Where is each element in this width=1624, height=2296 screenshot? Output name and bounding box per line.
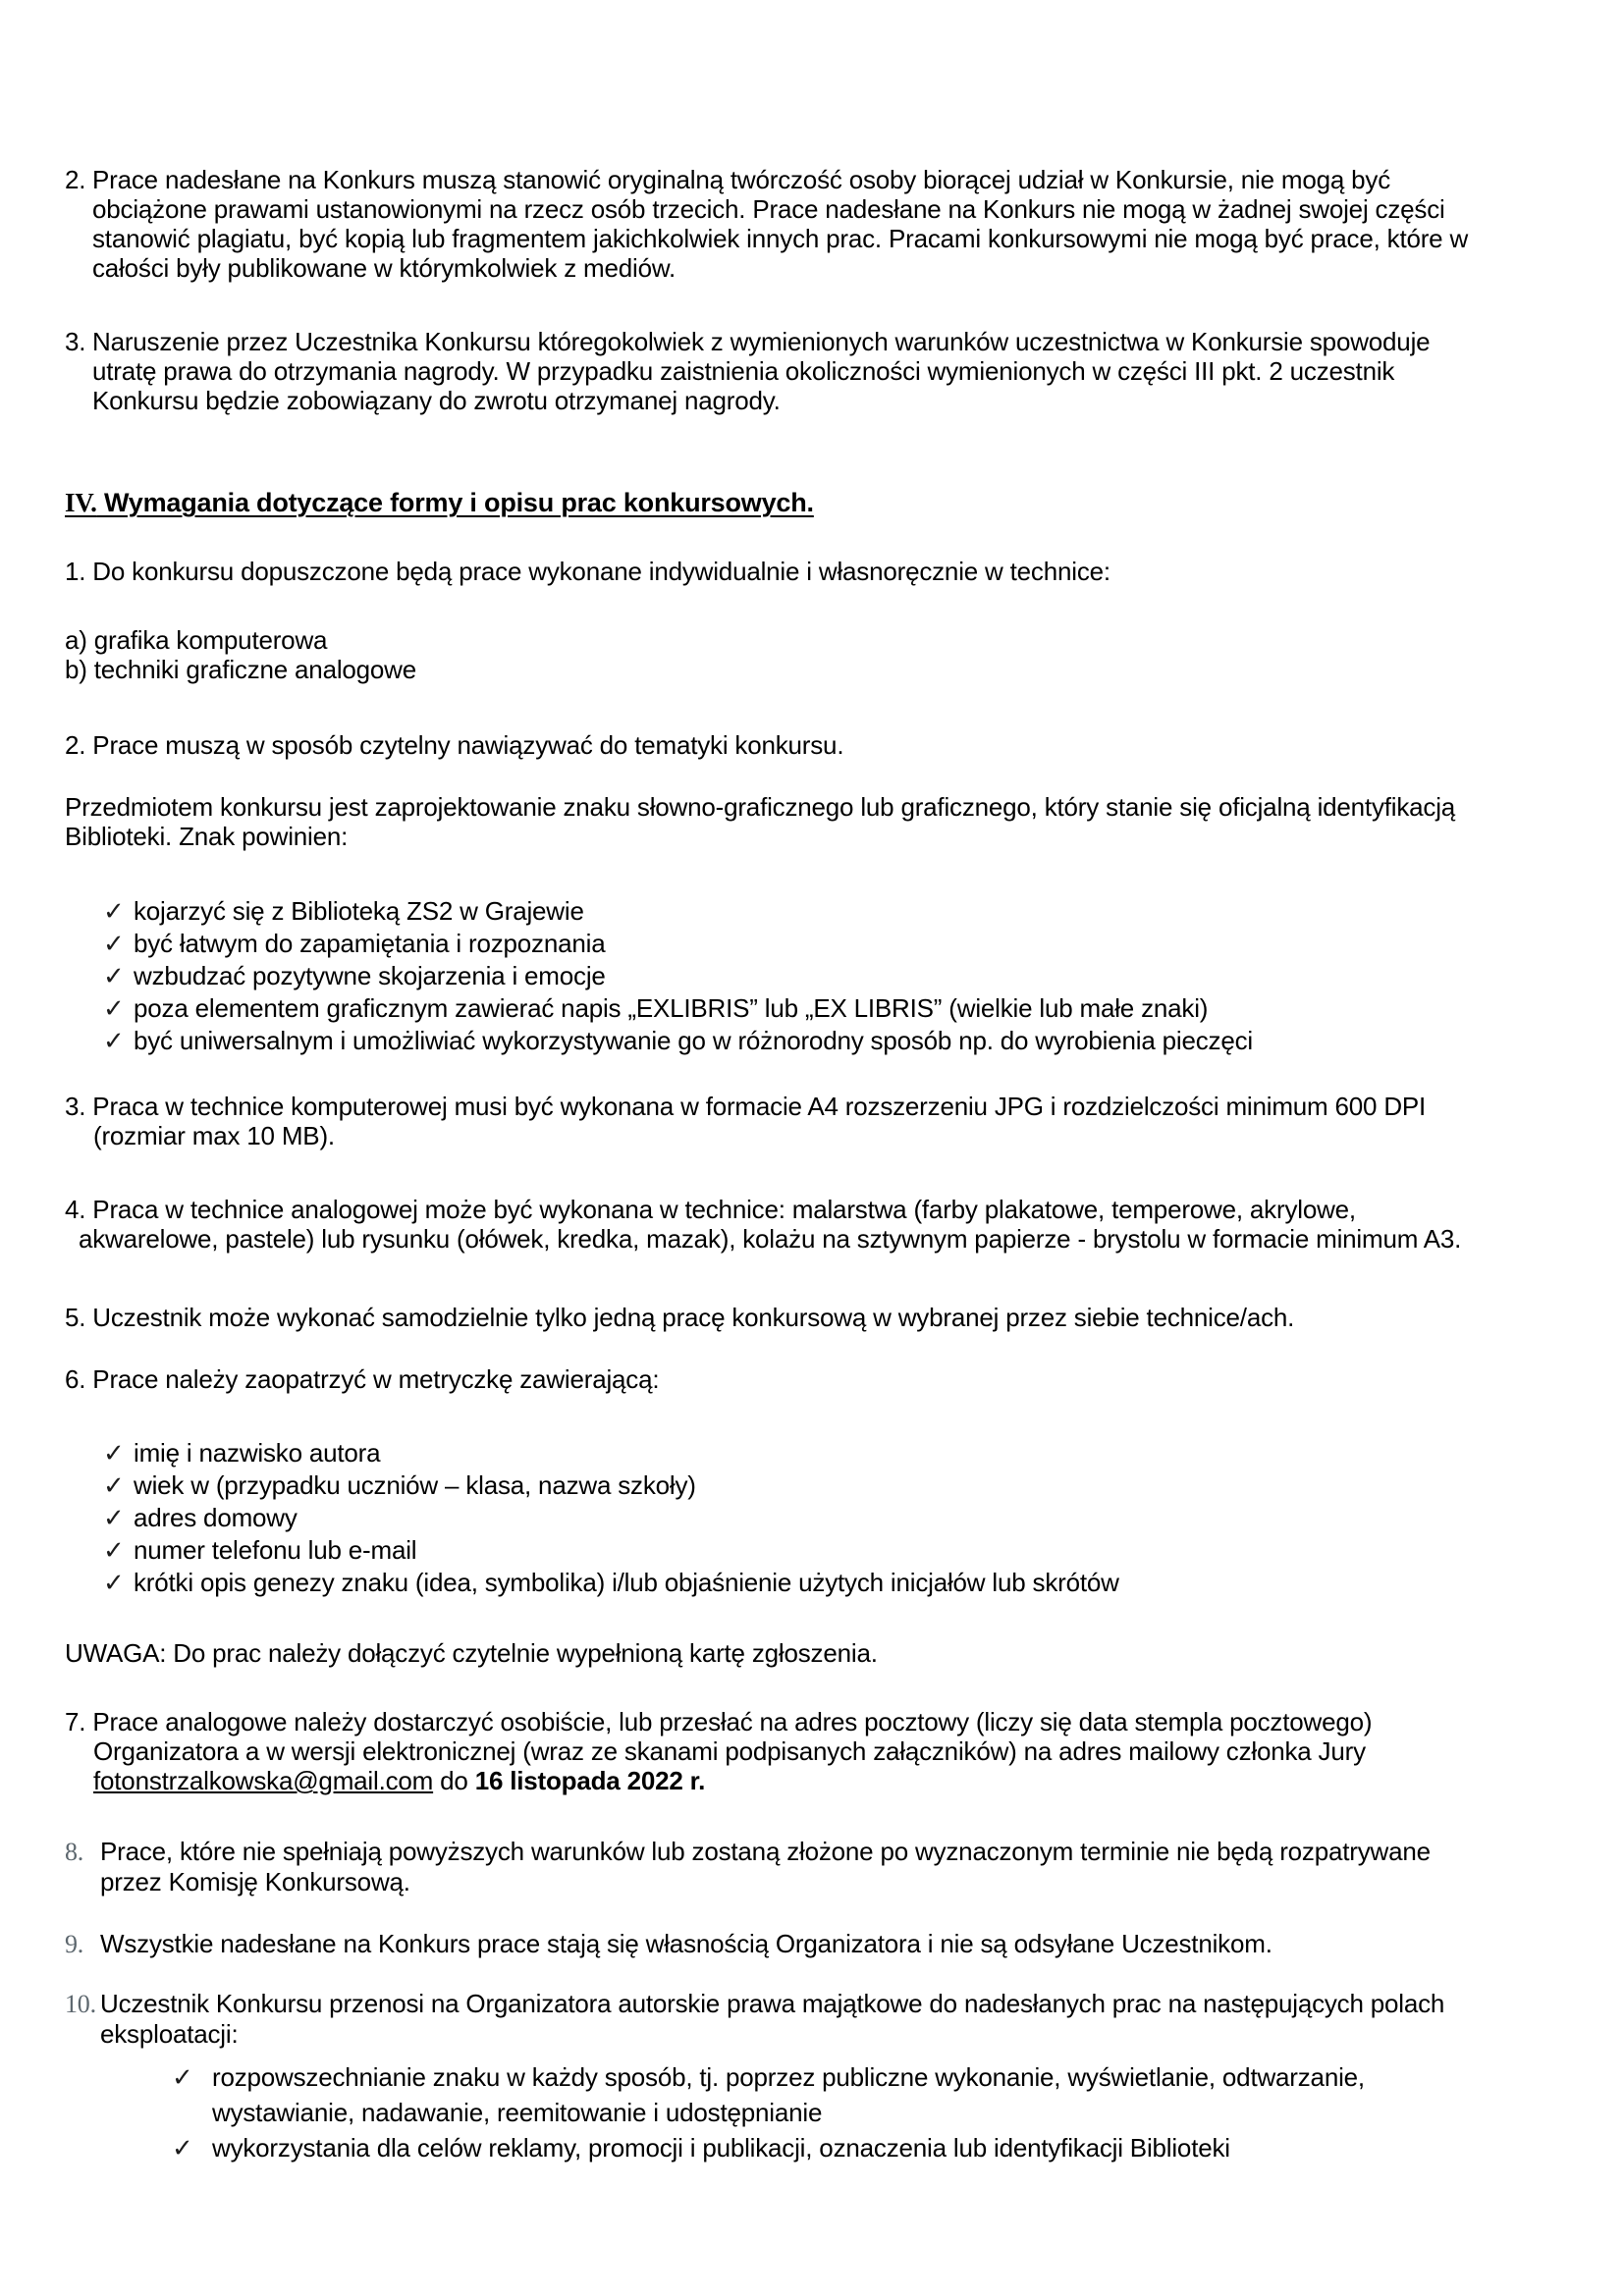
check-icon: ✓ xyxy=(103,961,125,990)
paragraph-iv-2: 2. Prace muszą w sposób czytelny nawiązywać do tematyki konkursu. xyxy=(65,730,844,760)
paragraph-2-number: 2. xyxy=(65,165,86,194)
paragraph-3-text: Naruszenie przez Uczestnika Konkursu któregokolwiek z wymienionych warunków uczestnictwa w Konkursie spowoduje utratę prawa do otrzymania nagrody. W przypadku zaistnienia okoliczności wymienionych w części III pkt. 2 uczestnik Konkursu będzie zobowiązany do zwrotu otrzymanej nagrody. xyxy=(92,327,1431,415)
check-icon: ✓ xyxy=(103,993,125,1023)
list-item xyxy=(103,1502,1477,1534)
check-icon: ✓ xyxy=(103,1438,125,1468)
paragraph-8 xyxy=(65,1837,1477,1897)
list-item-text: imię i nazwisko autora xyxy=(134,1438,381,1468)
list-item-text: być uniwersalnym i umożliwiać wykorzystywanie go w różnorodny sposób np. do wyrobienia pieczęci xyxy=(134,1026,1253,1055)
paragraph-10 xyxy=(65,1989,1477,2050)
list-item xyxy=(103,992,1477,1025)
list-item xyxy=(103,960,1477,992)
check-icon: ✓ xyxy=(172,2062,193,2092)
list-item-a: a) grafika komputerowa xyxy=(65,625,328,655)
paragraph-uwaga: UWAGA: Do prac należy dołączyć czytelnie wypełnioną kartę zgłoszenia. xyxy=(65,1638,878,1668)
deadline-date: 16 listopada 2022 r. xyxy=(474,1766,706,1795)
list-item xyxy=(103,895,1477,928)
paragraph-iv-7 xyxy=(65,1707,1477,1795)
list-item xyxy=(103,1567,1477,1599)
paragraph-10-text: Uczestnik Konkursu przenosi na Organizatora autorskie prawa majątkowe do nadesłanych prac na następujących polach eksploatacji: xyxy=(100,1989,1445,2049)
list-item-text: adres domowy xyxy=(134,1503,298,1532)
list-item-text: wykorzystania dla celów reklamy, promocji i publikacji, oznaczenia lub identyfikacji Biblioteki xyxy=(212,2133,1230,2163)
check-icon: ✓ xyxy=(172,2133,193,2163)
checklist-logo-requirements xyxy=(65,895,1477,1057)
paragraph-9-number: 9. xyxy=(65,1930,84,1958)
paragraph-9-text: Wszystkie nadesłane na Konkurs prace stają się własnością Organizatora i nie są odsyłane Uczestnikom. xyxy=(100,1929,1272,1958)
paragraph-iv-1: 1. Do konkursu dopuszczone będą prace wykonane indywidualnie i własnoręcznie w technice: xyxy=(65,557,1110,586)
list-item-text: numer telefonu lub e-mail xyxy=(134,1535,417,1565)
email-link[interactable]: fotonstrzalkowska@gmail.com xyxy=(93,1766,434,1795)
paragraph-3 xyxy=(65,327,1477,415)
paragraph-iv-5: 5. Uczestnik może wykonać samodzielnie tylko jedną pracę konkursową w wybranej przez siebie technice/ach. xyxy=(65,1303,1295,1332)
check-icon: ✓ xyxy=(103,1470,125,1500)
list-item xyxy=(103,1534,1477,1567)
list-item-text: poza elementem graficznym zawierać napis „EXLIBRIS” lub „EX LIBRIS” (wielkie lub małe znaki) xyxy=(134,993,1209,1023)
check-icon: ✓ xyxy=(103,1535,125,1565)
section-heading-numeral: IV. xyxy=(65,488,97,517)
paragraph-9 xyxy=(65,1929,1477,1959)
paragraph-iv-7-connector: do xyxy=(433,1766,475,1795)
paragraph-iv-6: 6. Prace należy zaopatrzyć w metryczkę zawierającą: xyxy=(65,1364,660,1394)
paragraph-8-number: 8. xyxy=(65,1838,84,1866)
checklist-pola-eksploatacji xyxy=(65,2059,1477,2165)
paragraph-8-text: Prace, które nie spełniają powyższych warunków lub zostaną złożone po wyznaczonym terminie nie będą rozpatrywane przez Komisję Konkursową. xyxy=(100,1837,1431,1896)
check-icon: ✓ xyxy=(103,1503,125,1532)
list-item xyxy=(172,2130,1477,2165)
paragraph-iv-7-number: 7. xyxy=(65,1707,86,1736)
list-item-text: rozpowszechnianie znaku w każdy sposób, tj. poprzez publiczne wykonanie, wyświetlanie, odtwarzanie, wystawianie, nadawanie, reemitowanie i udostępnianie xyxy=(212,2062,1365,2127)
list-item-text: być łatwym do zapamiętania i rozpoznania xyxy=(134,929,606,958)
section-heading xyxy=(65,486,1477,519)
list-item-text: wzbudzać pozytywne skojarzenia i emocje xyxy=(134,961,606,990)
paragraph-2 xyxy=(65,165,1477,283)
list-item-text: krótki opis genezy znaku (idea, symbolika) i/lub objaśnienie użytych inicjałów lub skrótów xyxy=(134,1568,1119,1597)
paragraph-3-number: 3. xyxy=(65,327,86,356)
section-heading-title: Wymagania dotyczące formy i opisu prac konkursowych. xyxy=(104,488,814,517)
paragraph-przedmiot: Przedmiotem konkursu jest zaprojektowanie znaku słowno-graficznego lub graficznego, który stanie się oficjalną identyfikacją Biblioteki. Znak powinien: xyxy=(65,792,1456,851)
list-item xyxy=(103,1469,1477,1502)
list-item-text: kojarzyć się z Biblioteką ZS2 w Grajewie xyxy=(134,896,584,926)
paragraph-iv-4: 4. Praca w technice analogowej może być wykonana w technice: malarstwa (farby plakatowe, temperowe, akrylowe, akwarelowe, pastele) lub rysunku (ołówek, kredka, mazak), kolażu na sztywnym papierze - brystolu w formacie minimum A3. xyxy=(65,1195,1462,1254)
paragraph-iv-3: 3. Praca w technice komputerowej musi być wykonana w formacie A4 rozszerzeniu JPG i rozdzielczości minimum 600 DPI (rozmiar max 10 MB). xyxy=(65,1092,1427,1150)
check-icon: ✓ xyxy=(103,1026,125,1055)
check-icon: ✓ xyxy=(103,896,125,926)
list-item-text: wiek w (przypadku uczniów – klasa, nazwa szkoły) xyxy=(134,1470,696,1500)
list-item xyxy=(172,2059,1477,2130)
check-icon: ✓ xyxy=(103,929,125,958)
list-item xyxy=(103,1025,1477,1057)
list-item-b: b) techniki graficzne analogowe xyxy=(65,655,417,684)
paragraph-2-text: Prace nadesłane na Konkurs muszą stanowić oryginalną twórczość osoby biorącej udział w Konkursie, nie mogą być obciążone prawami ustanowionymi na rzecz osób trzecich. Prace nadesłane na Konkurs nie mogą w żadnej swojej części stanowić plagiatu, być kopią lub fragmentem jakichkolwiek innych prac. Pracami konkursowymi nie mogą być prace, które w całości były publikowane w którymkolwiek z mediów. xyxy=(92,165,1469,283)
paragraph-10-number: 10. xyxy=(65,1990,96,2018)
checklist-metryczka xyxy=(65,1437,1477,1599)
list-item xyxy=(103,928,1477,960)
check-icon: ✓ xyxy=(103,1568,125,1597)
list-item xyxy=(103,1437,1477,1469)
paragraph-iv-7-text: Prace analogowe należy dostarczyć osobiście, lub przesłać na adres pocztowy (liczy się data stempla pocztowego) Organizatora a w wersji elektronicznej (wraz ze skanami podpisanych załączników) na adres mailowy członka Jury xyxy=(85,1707,1373,1766)
